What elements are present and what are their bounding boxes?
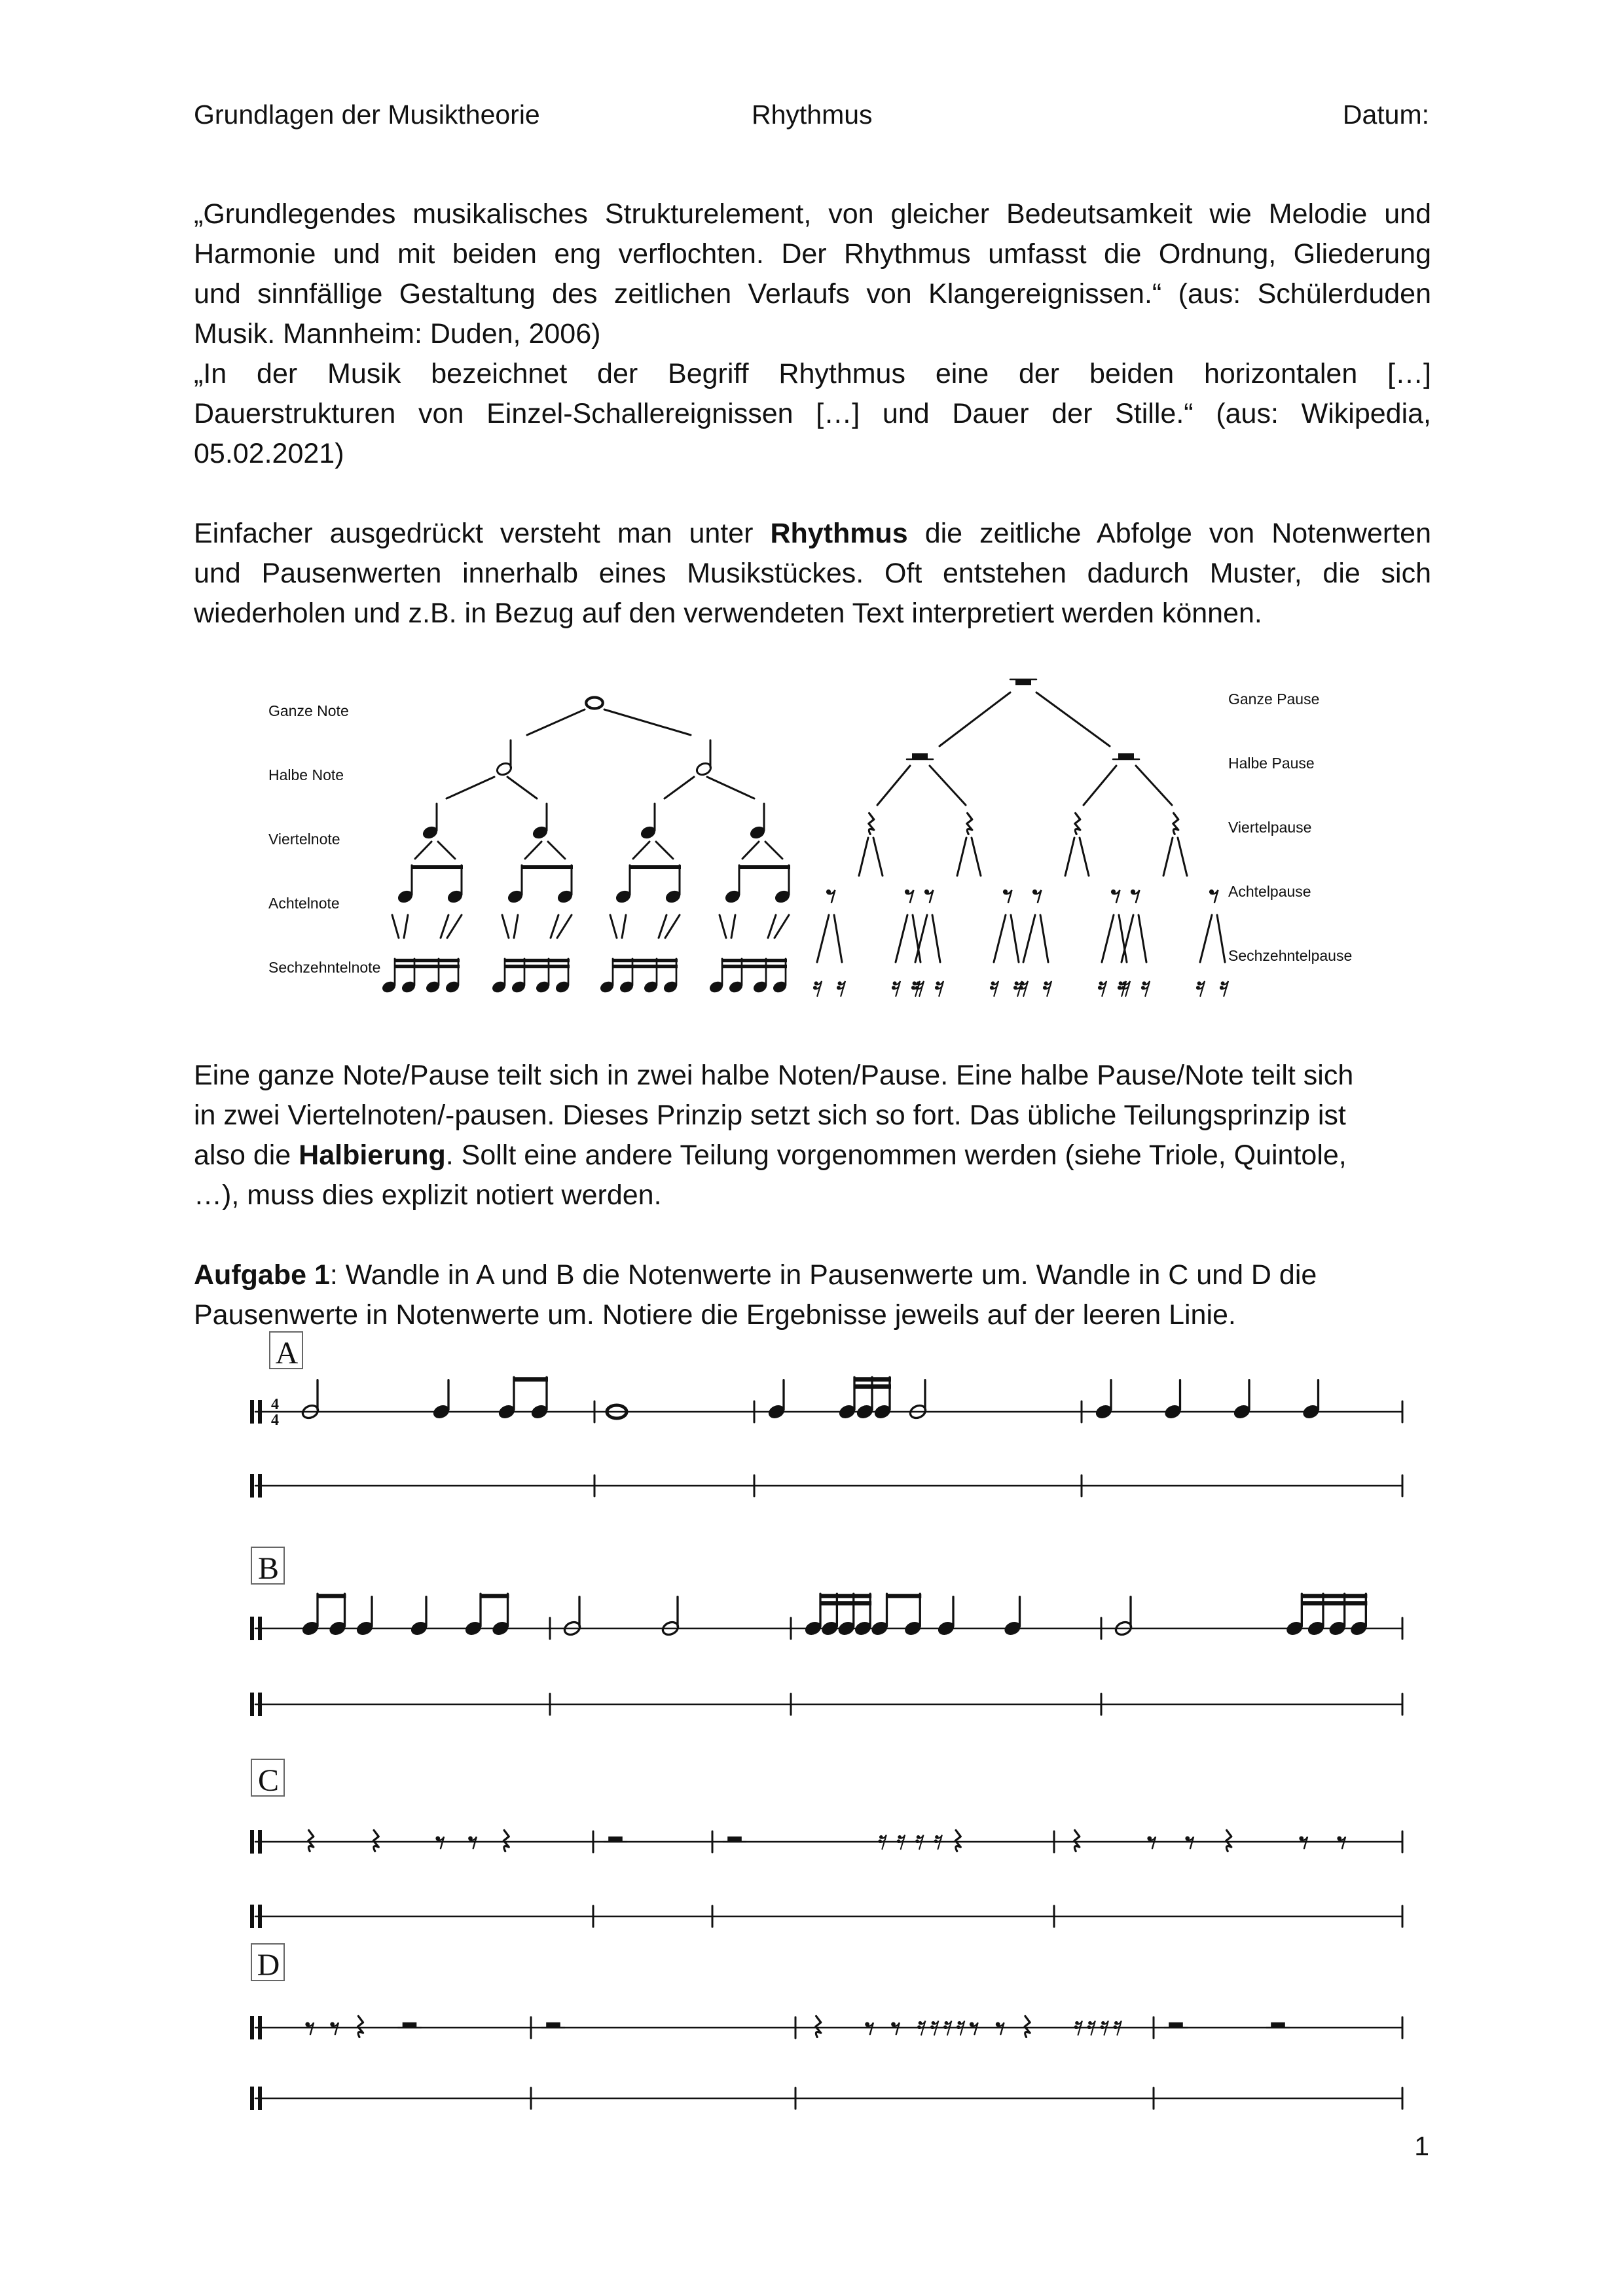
exercise-label: B (257, 1551, 280, 1586)
quote-line: Musik. Mannheim: Duden, 2006) (194, 318, 601, 350)
note-beam (1302, 1601, 1367, 1605)
quarter-rest (816, 2016, 821, 2037)
intro-line: und Pausenwerten innerhalb eines Musikstückes. Oft entstehen dadurch Muster, die sich (194, 558, 1431, 589)
label-sechzehntelpause: Sechzehntelpause (1228, 947, 1353, 964)
percussion-clef (258, 1693, 262, 1716)
label-viertelpause: Viertelpause (1228, 819, 1312, 836)
half-rest (1271, 2022, 1285, 2028)
percussion-clef (258, 1617, 262, 1640)
exercise-label: C (257, 1763, 280, 1798)
label-sechzehntelnote: Sechzehntelnote (268, 959, 381, 976)
percussion-clef (250, 1905, 254, 1928)
quarter-rest (1074, 1830, 1080, 1851)
time-signature-numerator: 4 (271, 1396, 279, 1413)
note-beam (854, 1384, 891, 1389)
note-beam (854, 1377, 891, 1382)
note-beam (481, 1594, 509, 1598)
quarter-rest (1025, 2016, 1030, 2037)
quarter-rest (308, 1830, 314, 1851)
note-beam (820, 1601, 871, 1605)
explanation-line: also die Halbierung. Sollt eine andere Teilung vorgenommen werden (siehe Triole, Quintole, (194, 1139, 1347, 1171)
header-course-title: Grundlagen der Musiktheorie (194, 99, 540, 130)
quote-line: „In der Musik bezeichnet der Begriff Rhythmus eine der beiden horizontalen […] (194, 358, 1431, 389)
note-beam (1302, 1594, 1367, 1598)
half-rest (546, 2022, 560, 2028)
percussion-clef (250, 2016, 254, 2039)
explanation-line: …), muss dies explizit notiert werden. (194, 1179, 662, 1211)
percussion-clef (250, 1830, 254, 1854)
quote-line: Dauerstrukturen von Einzel-Schallereignissen […] und Dauer der Stille.“ (aus: Wikipedia, (194, 398, 1431, 429)
percussion-clef (250, 1617, 254, 1640)
intro-line: wiederholen und z.B. in Bezug auf den verwendeten Text interpretiert werden können. (194, 598, 1262, 629)
term-rhythmus: Rhythmus (770, 518, 908, 549)
note-beam (318, 1594, 346, 1598)
page-number: 1 (1414, 2131, 1429, 2161)
percussion-clef (250, 1474, 254, 1498)
time-signature-denominator: 4 (271, 1412, 279, 1429)
note-beam (820, 1594, 871, 1598)
quote-line: „Grundlegendes musikalisches Strukturelement, von gleicher Bedeutsamkeit wie Melodie und (194, 198, 1431, 230)
task-line: Pausenwerte in Notenwerte um. Notiere die Ergebnisse jeweils auf der leeren Linie. (194, 1299, 1236, 1331)
quarter-rest (1226, 1830, 1231, 1851)
header-topic: Rhythmus (752, 99, 873, 130)
quarter-rest (358, 2016, 363, 2037)
note-beam (514, 1377, 548, 1382)
half-rest (1169, 2022, 1183, 2028)
percussion-clef (250, 1693, 254, 1716)
label-ganze-note: Ganze Note (268, 702, 349, 719)
label-achtelnote: Achtelnote (268, 895, 340, 912)
quote-line: Harmonie und mit beiden eng verflochten. Der Rhythmus umfasst die Ordnung, Gliederung (194, 238, 1431, 270)
half-rest (727, 1837, 742, 1842)
task-label: Aufgabe 1 (194, 1259, 330, 1291)
term-halbierung: Halbierung (299, 1139, 446, 1171)
percussion-clef (258, 2016, 262, 2039)
label-viertelnote: Viertelnote (268, 831, 340, 848)
label-ganze-pause: Ganze Pause (1228, 691, 1320, 708)
percussion-clef (258, 1400, 262, 1424)
explanation-line: in zwei Viertelnoten/-pausen. Dieses Prinzip setzt sich so fort. Das übliche Teilungsprinzip ist (194, 1100, 1346, 1131)
quarter-rest (955, 1830, 960, 1851)
note-beam (887, 1594, 922, 1598)
label-halbe-note: Halbe Note (268, 766, 344, 783)
header-date-label: Datum: (1342, 99, 1429, 130)
quarter-rest (503, 1830, 509, 1851)
label-achtelpause: Achtelpause (1228, 883, 1311, 900)
percussion-clef (250, 1400, 254, 1424)
quote-line: 05.02.2021) (194, 438, 344, 469)
percussion-clef (258, 1474, 262, 1498)
quarter-rest (373, 1830, 378, 1851)
task-line: Aufgabe 1: Wandle in A und B die Notenwerte in Pausenwerte um. Wandle in C und D die (194, 1259, 1317, 1291)
explanation-line: Eine ganze Note/Pause teilt sich in zwei halbe Noten/Pause. Eine halbe Pause/Note teilt sich (194, 1060, 1354, 1091)
percussion-clef (250, 2087, 254, 2110)
label-halbe-pause: Halbe Pause (1228, 755, 1315, 772)
percussion-clef (258, 2087, 262, 2110)
exercise-label: D (257, 1948, 280, 1982)
exercise-label: A (275, 1336, 299, 1371)
half-rest (403, 2022, 417, 2028)
percussion-clef (258, 1905, 262, 1928)
quote-line: und sinnfällige Gestaltung des zeitlichen Verlaufs von Klangereignissen.“ (aus: Schülerduden (194, 278, 1431, 310)
half-rest (608, 1837, 623, 1842)
percussion-clef (258, 1830, 262, 1854)
intro-line: Einfacher ausgedrückt versteht man unter Rhythmus die zeitliche Abfolge von Notenwerten (194, 518, 1431, 549)
